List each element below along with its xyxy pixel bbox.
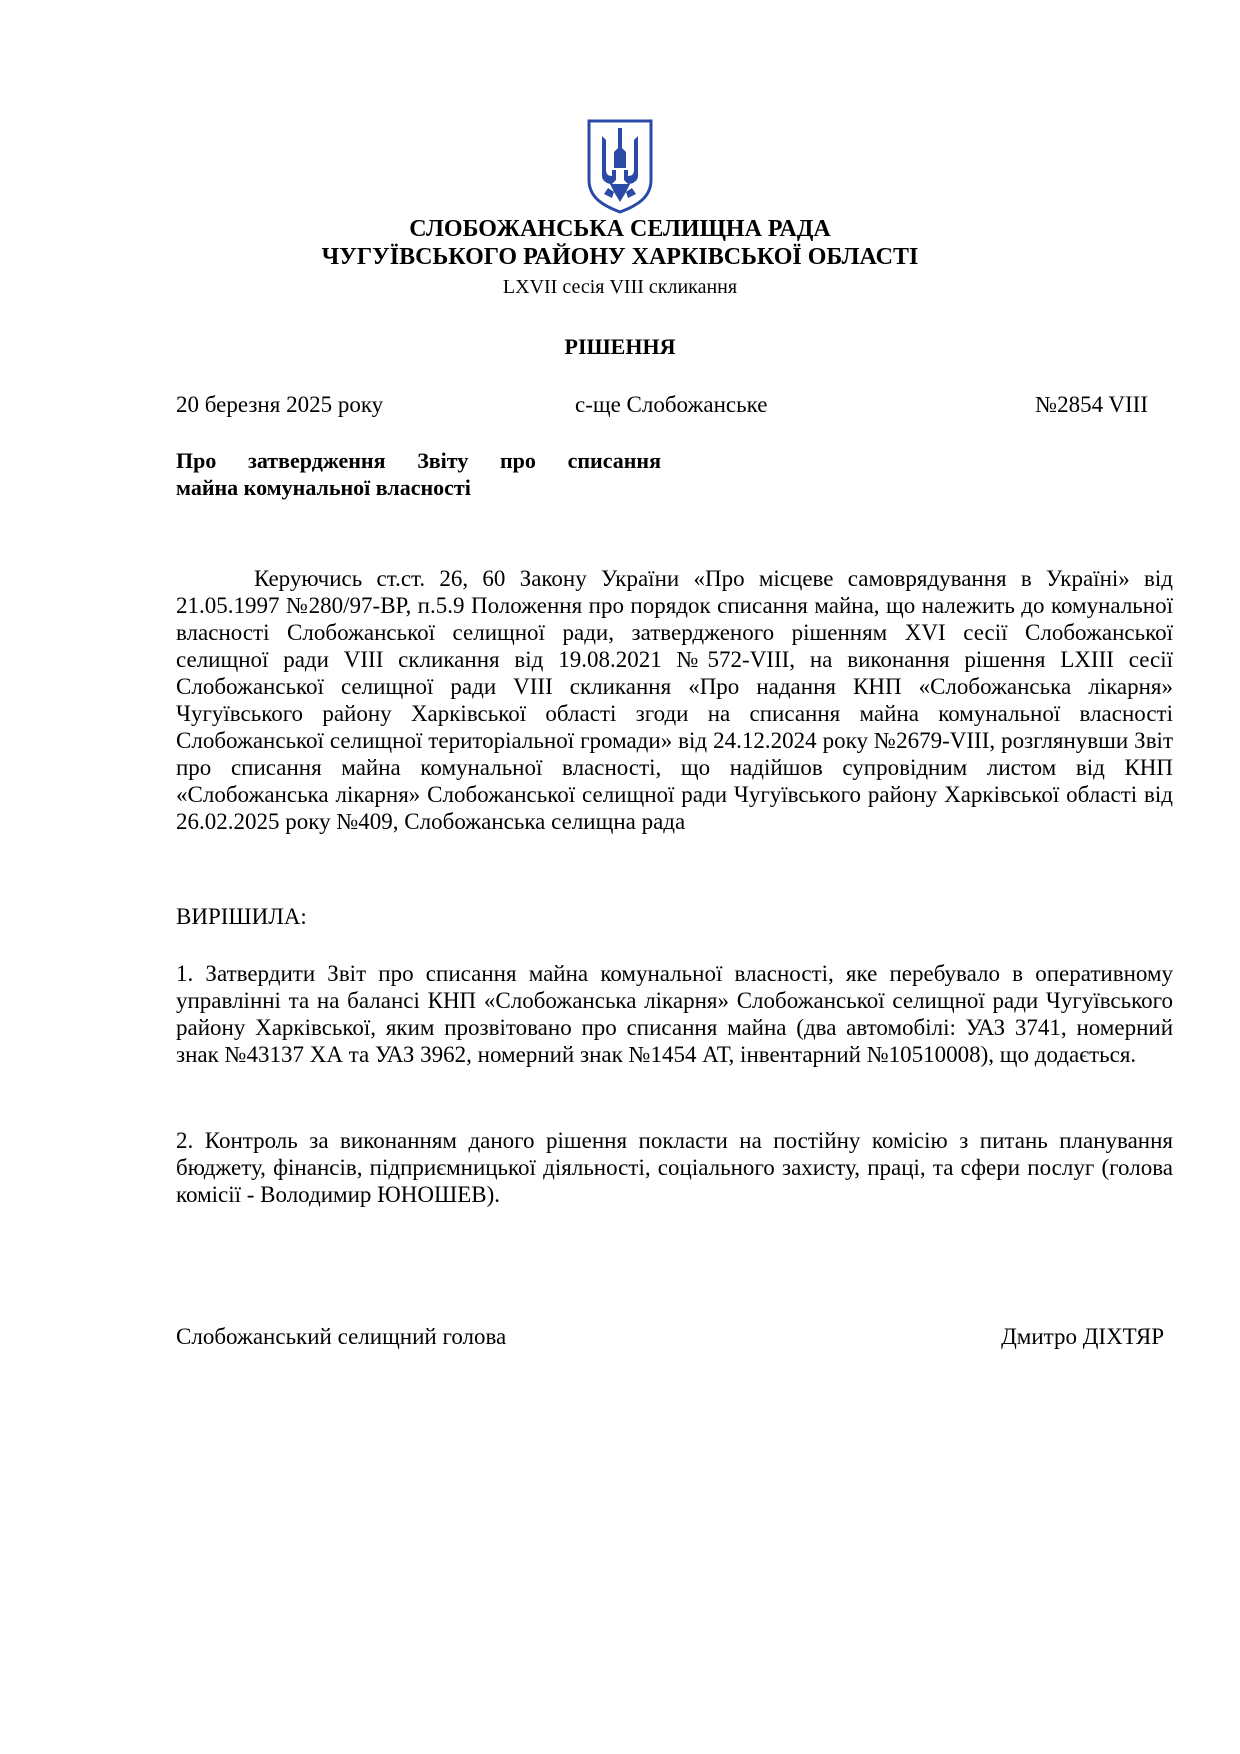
document-place: с-ще Слобожанське bbox=[575, 392, 768, 417]
signature-name: Дмитро ДІХТЯР bbox=[1001, 1324, 1164, 1349]
trident-emblem-icon bbox=[586, 118, 654, 214]
document-date: 20 березня 2025 року bbox=[176, 392, 384, 417]
document-title: РІШЕННЯ bbox=[564, 334, 676, 359]
session-line: LXVII сесія VIII скликання bbox=[502, 276, 738, 298]
signature-title: Слобожанський селищний голова bbox=[176, 1324, 507, 1349]
organization-line-2: ЧУГУЇВСЬКОГО РАЙОНУ ХАРКІВСЬКОЇ ОБЛАСТІ bbox=[321, 244, 919, 270]
resolved-heading: ВИРІШИЛА: bbox=[176, 904, 307, 929]
decision-item-1: 1. Затвердити Звіт про списання майна комунальної власності, яке перебувало в оперативному управлінні та на балансі КНП «Слобожанська лікарня» Слобожанської селищної ради Чугуївського району Харківської, яким прозвітовано про списання майна (два автомобілі: УАЗ 3741, номерний знак №43137 ХА та УАЗ 3962, номерний знак №1454 АТ, інвентарний №10510008), що додається. bbox=[176, 961, 1173, 1067]
organization-line-1: СЛОБОЖАНСЬКА СЕЛИЩНА РАДА bbox=[409, 216, 831, 242]
subject-line-1: Про затвердження Звіту про списання bbox=[176, 448, 661, 473]
document-subject bbox=[176, 447, 676, 501]
decision-item-2: 2. Контроль за виконанням даного рішення покласти на постійну комісію з питань планування бюджету, фінансів, підприємницької діяльності, соціального захисту, праці, та сфери послуг (голова комісії - Володимир ЮНОШЕВ). bbox=[176, 1128, 1173, 1207]
preamble-paragraph: Керуючись ст.ст. 26, 60 Закону України «Про місцеве самоврядування в Україні» від 21.05.1997 №280/97-ВР, п.5.9 Положення про порядок списання майна, що належить до комунальної власності Слобожанської селищної ради, затвердженого рішенням XVI сесії Слобожанської селищної ради VIII скликання від 19.08.2021 №572-VIII, на виконання рішення LXIII сесії Слобожанської селищної ради VIII скликання «Про надання КНП «Слобожанська лікарня» Чугуївського району Харківської області згоди на списання майна комунальної власності Слобожанської селищної територіальної громади» від 24.12.2024 року №2679-VIII, розглянувши Звіт про списання майна комунальної власності, що надійшов супровідним листом від КНП «Слобожанська лікарня» Слобожанської селищної ради Чугуївського району Харківської області від 26.02.2025 року №409, Слобожанська селищна рада bbox=[176, 566, 1173, 834]
document-number: №2854 VIII bbox=[1035, 392, 1148, 417]
subject-line-2: майна комунальної власності bbox=[176, 475, 471, 500]
